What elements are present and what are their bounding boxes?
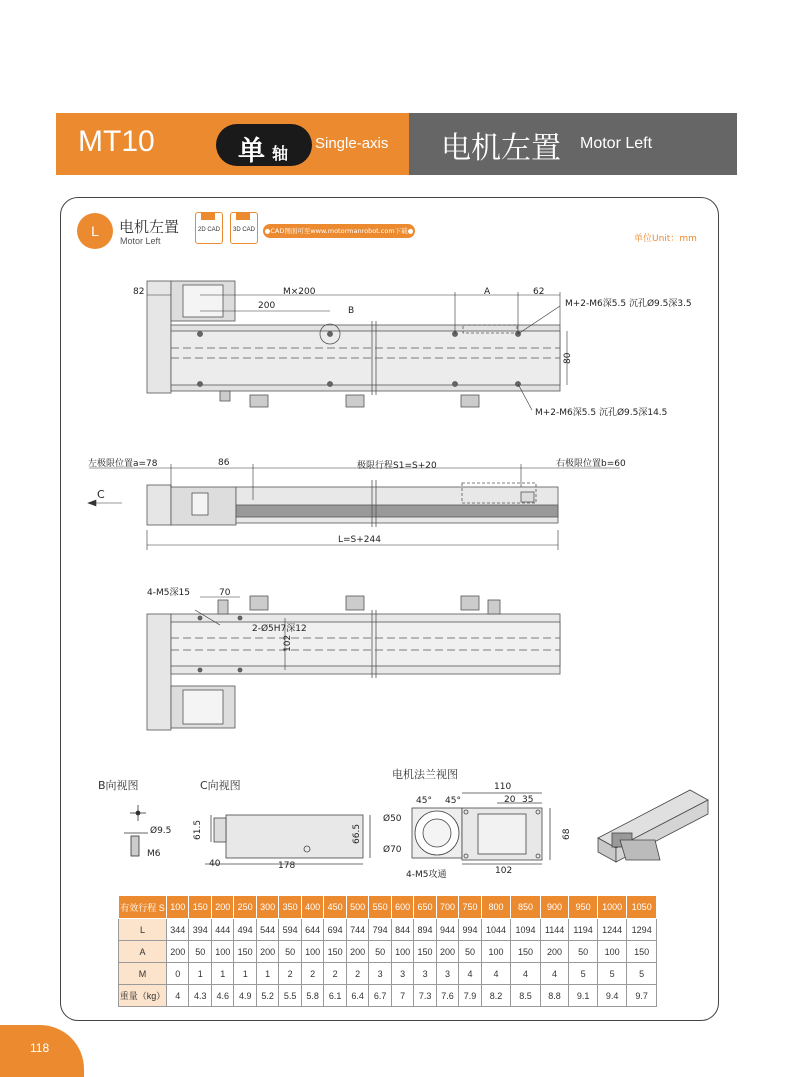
dim-70: 70 <box>219 588 231 598</box>
view-c-arrow: C <box>97 488 105 501</box>
table-row-label: M <box>119 963 167 985</box>
f-45a: 45° <box>416 796 432 806</box>
table-cell: 600 <box>391 896 413 919</box>
b-m6: M6 <box>147 849 161 859</box>
section-title-cn: 电机左置 <box>119 218 180 236</box>
table-cell: 4 <box>481 963 511 985</box>
table-cell: 250 <box>234 896 256 919</box>
table-header-label: 有效行程 S <box>119 896 167 919</box>
config-en: Motor Left <box>580 135 653 152</box>
axis-cn-small: 轴 <box>272 144 289 163</box>
table-cell: 444 <box>211 919 233 941</box>
table-cell: 8.5 <box>511 985 541 1007</box>
side-view-body <box>147 480 558 527</box>
f-68: 68 <box>562 828 572 840</box>
table-cell: 150 <box>627 941 657 963</box>
table-cell: 50 <box>189 941 211 963</box>
table-cell: 50 <box>459 941 481 963</box>
hole-spec-top: M+2-M6深5.5 沉孔Ø9.5深3.5 <box>565 299 692 309</box>
dim-102: 102 <box>283 634 293 652</box>
table-cell: 394 <box>189 919 211 941</box>
f-110: 110 <box>494 782 512 792</box>
table-cell: 700 <box>436 896 458 919</box>
table-row <box>119 941 657 963</box>
table-cell: 450 <box>324 896 346 919</box>
table-row <box>119 919 657 941</box>
table-cell: 800 <box>481 896 511 919</box>
f-m5: 4-M5攻通 <box>406 870 447 880</box>
table-cell: 5 <box>597 963 627 985</box>
bottom-view-body <box>147 596 560 730</box>
table-cell: 4 <box>459 963 481 985</box>
table-cell: 750 <box>459 896 481 919</box>
f-35: 35 <box>522 795 534 805</box>
table-cell: 4.3 <box>189 985 211 1007</box>
table-cell: 4 <box>167 985 189 1007</box>
table-cell: 100 <box>391 941 413 963</box>
table-cell: 494 <box>234 919 256 941</box>
dim-a: A <box>484 287 491 297</box>
stroke-s1: 极限行程S1=S+20 <box>357 461 437 471</box>
table-cell: 3 <box>369 963 391 985</box>
table-cell: 850 <box>511 896 541 919</box>
table-cell: 6.4 <box>346 985 368 1007</box>
top-view-body <box>147 281 560 407</box>
table-cell: 4.9 <box>234 985 256 1007</box>
table-cell: 894 <box>414 919 436 941</box>
table-cell: 844 <box>391 919 413 941</box>
section-title-en: Motor Left <box>120 236 161 246</box>
table-cell: 200 <box>211 896 233 919</box>
table-cell: 1294 <box>627 919 657 941</box>
b-view-title: B向视图 <box>98 779 139 792</box>
table-cell: 4.6 <box>211 985 233 1007</box>
table-cell: 7.9 <box>459 985 481 1007</box>
table-cell: 594 <box>279 919 301 941</box>
page-number: 118 <box>30 1041 50 1055</box>
dim-200: 200 <box>258 301 276 311</box>
table-cell: 744 <box>346 919 368 941</box>
table-cell: 5 <box>569 963 598 985</box>
table-cell: 1000 <box>597 896 627 919</box>
axis-en: Single-axis <box>315 135 389 152</box>
table-cell: 200 <box>256 941 278 963</box>
table-cell: 200 <box>436 941 458 963</box>
table-cell: 1144 <box>540 919 569 941</box>
table-cell: 3 <box>391 963 413 985</box>
table-cell: 994 <box>459 919 481 941</box>
table-cell: 7 <box>391 985 413 1007</box>
table-cell: 1044 <box>481 919 511 941</box>
table-cell: 4 <box>511 963 541 985</box>
dim-m200: M×200 <box>283 287 316 297</box>
c-615: 61.5 <box>193 819 203 840</box>
table-cell: 200 <box>540 941 569 963</box>
table-cell: 150 <box>234 941 256 963</box>
table-cell: 944 <box>436 919 458 941</box>
table-header-row <box>119 896 657 919</box>
table-cell: 50 <box>369 941 391 963</box>
hole-spec-bottom: M+2-M6深5.5 沉孔Ø9.5深14.5 <box>535 408 668 418</box>
table-cell: 3 <box>436 963 458 985</box>
table-row <box>119 985 657 1007</box>
length-l: L=S+244 <box>338 535 381 545</box>
spec-table <box>118 895 657 1007</box>
table-cell: 950 <box>569 896 598 919</box>
right-limit: 右极限位置b=60 <box>556 459 626 469</box>
dim-62: 62 <box>533 287 545 297</box>
table-cell: 6.7 <box>369 985 391 1007</box>
c-178: 178 <box>278 861 296 871</box>
table-cell: 544 <box>256 919 278 941</box>
f-20: 20 <box>504 795 516 805</box>
table-cell: 9.1 <box>569 985 598 1007</box>
table-cell: 1 <box>189 963 211 985</box>
config-cn: 电机左置 <box>441 131 561 166</box>
table-cell: 200 <box>167 941 189 963</box>
table-cell: 2 <box>346 963 368 985</box>
iso-view <box>598 790 708 862</box>
table-cell: 5.8 <box>301 985 323 1007</box>
flange-view-title: 电机法兰视图 <box>392 768 458 781</box>
table-cell: 694 <box>324 919 346 941</box>
table-cell: 1050 <box>627 896 657 919</box>
table-cell: 150 <box>414 941 436 963</box>
table-cell: 1244 <box>597 919 627 941</box>
table-cell: 150 <box>511 941 541 963</box>
table-cell: 794 <box>369 919 391 941</box>
f-45b: 45° <box>445 796 461 806</box>
table-cell: 8.2 <box>481 985 511 1007</box>
table-cell: 1 <box>211 963 233 985</box>
c-40: 40 <box>209 859 221 869</box>
c-view <box>205 815 370 864</box>
table-row <box>119 963 657 985</box>
dim-86: 86 <box>218 458 230 468</box>
table-cell: 650 <box>414 896 436 919</box>
table-cell: 344 <box>167 919 189 941</box>
table-cell: 50 <box>279 941 301 963</box>
table-cell: 350 <box>279 896 301 919</box>
table-cell: 5 <box>627 963 657 985</box>
table-cell: 0 <box>167 963 189 985</box>
table-cell: 644 <box>301 919 323 941</box>
table-cell: 1094 <box>511 919 541 941</box>
table-cell: 550 <box>369 896 391 919</box>
table-cell: 1 <box>234 963 256 985</box>
table-row-label: A <box>119 941 167 963</box>
table-cell: 9.4 <box>597 985 627 1007</box>
table-cell: 1194 <box>569 919 598 941</box>
table-row-label: L <box>119 919 167 941</box>
table-cell: 900 <box>540 896 569 919</box>
table-cell: 5.5 <box>279 985 301 1007</box>
table-cell: 3 <box>414 963 436 985</box>
section-badge: L <box>77 213 113 249</box>
table-cell: 200 <box>346 941 368 963</box>
table-cell: 150 <box>324 941 346 963</box>
table-cell: 2 <box>324 963 346 985</box>
table-cell: 100 <box>211 941 233 963</box>
table-cell: 400 <box>301 896 323 919</box>
b-d95: Ø9.5 <box>150 826 172 836</box>
view-b-marker: B <box>348 306 355 316</box>
table-cell: 1 <box>256 963 278 985</box>
table-cell: 100 <box>481 941 511 963</box>
dim-80: 80 <box>563 352 573 364</box>
table-cell: 7.6 <box>436 985 458 1007</box>
table-cell: 100 <box>597 941 627 963</box>
table-cell: 2 <box>301 963 323 985</box>
table-cell: 2 <box>279 963 301 985</box>
table-cell: 7.3 <box>414 985 436 1007</box>
pin-holes: 2-Ø5H7深12 <box>252 624 307 634</box>
dim-82: 82 <box>133 287 145 297</box>
table-cell: 500 <box>346 896 368 919</box>
table-cell: 50 <box>569 941 598 963</box>
model-name: MT10 <box>78 125 155 158</box>
axis-cn-big: 单 <box>238 136 265 167</box>
table-cell: 100 <box>167 896 189 919</box>
table-cell: 5.2 <box>256 985 278 1007</box>
c-view-title: C向视图 <box>200 779 241 792</box>
table-cell: 100 <box>301 941 323 963</box>
unit-label: 单位Unit：mm <box>634 234 697 244</box>
left-limit: 左极限位置a=78 <box>88 459 158 469</box>
f-d50: Ø50 <box>383 814 402 824</box>
table-cell: 300 <box>256 896 278 919</box>
table-cell: 8.8 <box>540 985 569 1007</box>
cad-download-note[interactable]: ●CAD图面可至www.motormanrobot.com下载● <box>263 224 415 238</box>
f-d70: Ø70 <box>383 845 402 855</box>
table-cell: 150 <box>189 896 211 919</box>
cad-3d-icon[interactable]: 3D CAD <box>230 212 258 244</box>
bottom-holes: 4-M5深15 <box>147 588 190 598</box>
table-cell: 6.1 <box>324 985 346 1007</box>
table-row-label: 重量（kg） <box>119 985 167 1007</box>
table-cell: 9.7 <box>627 985 657 1007</box>
c-665: 66.5 <box>352 823 362 844</box>
f-102: 102 <box>495 866 513 876</box>
cad-2d-icon[interactable]: 2D CAD <box>195 212 223 244</box>
b-view <box>124 805 148 856</box>
table-cell: 4 <box>540 963 569 985</box>
